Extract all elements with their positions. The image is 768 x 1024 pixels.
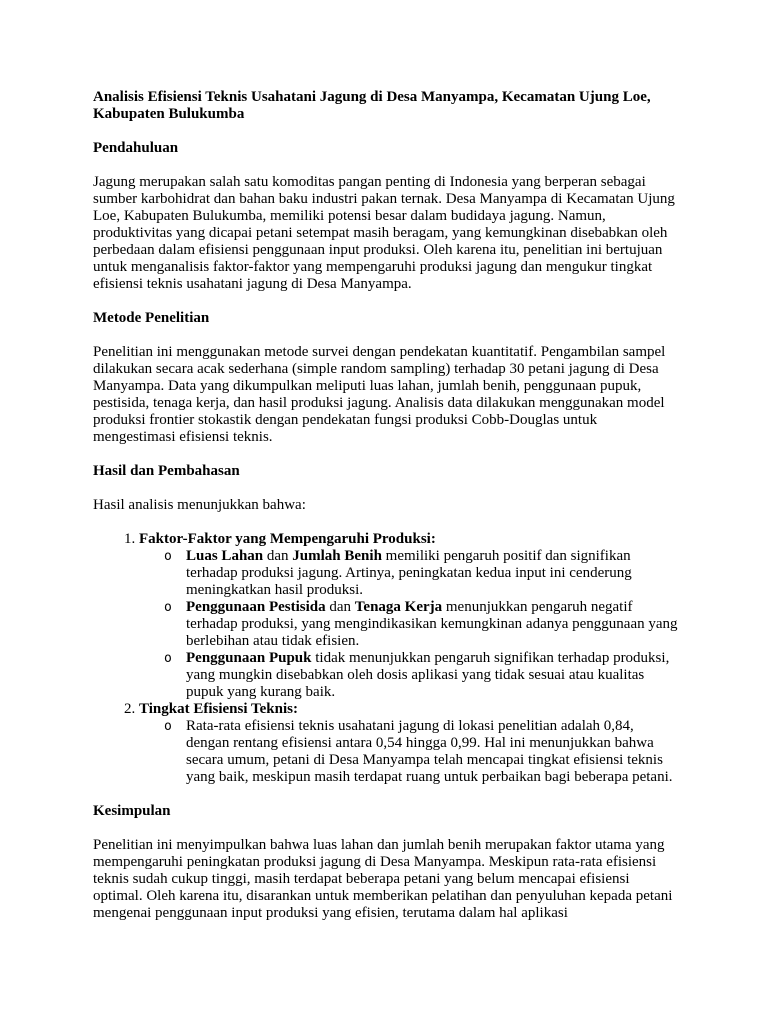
results-list — [93, 531, 678, 786]
subitem-text: tidak menunjukkan pengaruh signifikan terhadap produksi, yang mungkin disebabkan oleh dosis aplikasi yang tidak sesuai atau kualitas pupuk yang kurang baik. — [186, 650, 670, 700]
subitem-text: menunjukkan pengaruh negatif terhadap produksi, yang mengindikasikan kemungkinan adanya penggunaan yang berlebihan atau tidak efisien. — [186, 599, 678, 649]
section-heading-kesimpulan: Kesimpulan — [93, 803, 171, 819]
section-intro-hasil: Hasil analisis menunjukkan bahwa: — [93, 497, 306, 513]
results-subitem — [139, 718, 678, 786]
connector-text: dan — [325, 599, 355, 615]
results-subitem — [139, 650, 678, 701]
section-heading-hasil: Hasil dan Pembahasan — [93, 463, 240, 479]
results-sublist — [139, 548, 678, 701]
circle-bullet-icon: o — [164, 719, 172, 734]
term-bold: Tenaga Kerja — [354, 599, 443, 615]
document-body — [93, 89, 678, 939]
results-item-title: Tingkat Efisiensi Teknis: — [139, 701, 298, 717]
section-heading-metode: Metode Penelitian — [93, 310, 210, 326]
subitem-text: Rata-rata efisiensi teknis usahatani jagung di lokasi penelitian adalah 0,84, dengan rentang efisiensi antara 0,54 hingga 0,99. Hal ini menunjukkan bahwa secara umum, petani di Desa Manyampa telah mencapai tingkat efisiensi teknis yang baik, meskipun masih terdapat ruang untuk perbaikan bagi beberapa petani. — [186, 718, 673, 785]
term-bold: Penggunaan Pestisida — [186, 599, 326, 615]
connector-text: dan — [263, 548, 293, 564]
term-bold: Luas Lahan — [186, 548, 264, 564]
results-subitem — [139, 599, 678, 650]
term-bold: Penggunaan Pupuk — [186, 650, 312, 666]
circle-bullet-icon: o — [164, 600, 172, 615]
section-body-metode: Penelitian ini menggunakan metode survei dengan pendekatan kuantitatif. Pengambilan sampel dilakukan secara acak sederhana (simple random sampling) terhadap 30 petani jagung di Desa Manyampa. Data yang dikumpulkan meliputi luas lahan, jumlah benih, penggunaan pupuk, pestisida, tenaga kerja, dan hasil produksi jagung. Analisis data dilakukan menggunakan model produksi frontier stokastik dengan pendekatan fungsi produksi Cobb-Douglas untuk mengestimasi efisiensi teknis. — [93, 344, 666, 445]
results-item-title: Faktor-Faktor yang Mempengaruhi Produksi: — [139, 531, 436, 547]
subitem-text: memiliki pengaruh positif dan signifikan terhadap produksi jagung. Artinya, peningkatan kedua input ini cenderung meningkatkan hasil produksi. — [186, 548, 632, 598]
circle-bullet-icon: o — [164, 549, 172, 564]
results-sublist — [139, 718, 678, 786]
term-bold: Jumlah Benih — [292, 548, 382, 564]
section-body-pendahuluan: Jagung merupakan salah satu komoditas pangan penting di Indonesia yang berperan sebagai sumber karbohidrat dan bahan baku industri pakan ternak. Desa Manyampa di Kecamatan Ujung Loe, Kabupaten Bulukumba, memiliki potensi besar dalam budidaya jagung. Namun, produktivitas yang dicapai petani setempat masih beragam, yang kemungkinan disebabkan oleh perbedaan dalam efisiensi penggunaan input produksi. Oleh karena itu, penelitian ini bertujuan untuk menganalisis faktor-faktor yang mempengaruhi produksi jagung dan mengukur tingkat efisiensi teknis usahatani jagung di Desa Manyampa. — [93, 174, 675, 292]
results-subitem — [139, 548, 678, 599]
section-body-kesimpulan: Penelitian ini menyimpulkan bahwa luas lahan dan jumlah benih merupakan faktor utama yang mempengaruhi peningkatan produksi jagung di Desa Manyampa. Meskipun rata-rata efisiensi teknis sudah cukup tinggi, masih terdapat beberapa petani yang belum mencapai efisiensi optimal. Oleh karena itu, disarankan untuk memberikan pelatihan dan penyuluhan kepada petani mengenai penggunaan input produksi yang efisien, terutama dalam hal aplikasi — [93, 837, 673, 921]
document-title: Analisis Efisiensi Teknis Usahatani Jagung di Desa Manyampa, Kecamatan Ujung Loe, Kabupaten Bulukumba — [93, 89, 651, 122]
section-heading-pendahuluan: Pendahuluan — [93, 140, 179, 156]
results-item-2 — [139, 701, 678, 786]
results-item-1 — [139, 531, 678, 701]
circle-bullet-icon: o — [164, 651, 172, 666]
